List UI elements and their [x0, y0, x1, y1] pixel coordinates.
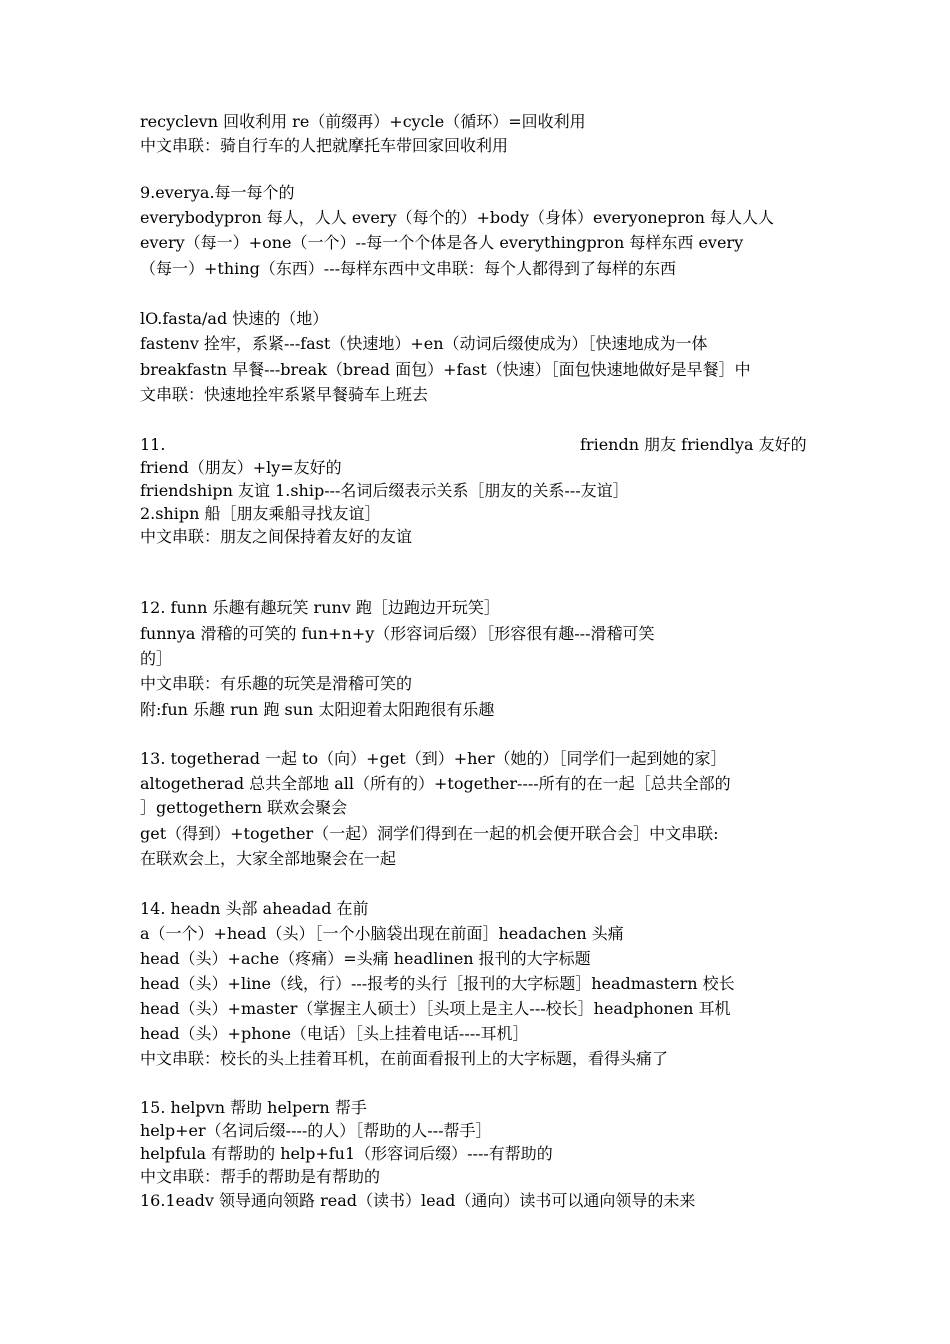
- text-line: ］gettogethern 联欢会聚会: [140, 798, 348, 817]
- text-line: 中文串联：骑自行车的人把就摩托车带回家回收利用: [140, 136, 509, 155]
- text-line: fastenv 拴牢，系紧---fast（快速地）+en（动词后缀使成为）［快速地成为一体: [140, 334, 708, 353]
- text-line: friend（朋友）+ly=友好的: [140, 458, 342, 477]
- text-line: friendn 朋友 friendlya 友好的: [580, 435, 807, 454]
- section-heading: lO.fasta/ad 快速的（地）: [140, 309, 329, 328]
- text-line: friendshipn 友谊 1.ship---名词后缀表示关系［朋友的关系---友谊］: [140, 481, 629, 500]
- text-line: altogetherad 总共全部地 all（所有的）+together----所有的在一起［总共全部的: [140, 774, 731, 793]
- text-line: head（头）+line（线，行）---报考的头行［报刊的大字标题］headmastern 校长: [140, 974, 735, 993]
- text-line: 中文串联：朋友之间保持着友好的友谊: [140, 527, 413, 546]
- text-line: breakfastn 早餐---break（bread 面包）+fast（快速）［面包快速地做好是早餐］中: [140, 360, 751, 379]
- section-heading: 12. funn 乐趣有趣玩笑 runv 跑［边跑边开玩笑］: [140, 598, 500, 617]
- text-line: head（头）+phone（电话）［头上挂着电话----耳机］: [140, 1024, 529, 1043]
- text-line: head（头）+ache（疼痛）=头痛 headlinen 报刊的大字标题: [140, 949, 591, 968]
- section-heading: 16.1eadv 领导通向领路 read（读书）lead（通向）读书可以通向领导的未来: [140, 1191, 696, 1210]
- text-line: 附:fun 乐趣 run 跑 sun 太阳迎着太阳跑很有乐趣: [140, 700, 495, 719]
- text-line: 文串联：快速地拴牢系紧早餐骑车上班去: [140, 385, 429, 404]
- text-line: helpfula 有帮助的 help+fu1（形容词后缀）----有帮助的: [140, 1144, 553, 1163]
- text-line: a（一个）+head（头）［一个小脑袋出现在前面］headachen 头痛: [140, 924, 624, 943]
- text-line: funnya 滑稽的可笑的 fun+n+y（形容词后缀）［形容很有趣---滑稽可笑: [140, 624, 655, 643]
- text-line: （每一）+thing（东西）---每样东西中文串联：每个人都得到了每样的东西: [140, 259, 677, 278]
- text-line: recyclevn 回收利用 re（前缀再）+cycle（循环）=回收利用: [140, 112, 586, 131]
- section-heading: 14. headn 头部 aheadad 在前: [140, 899, 369, 918]
- section-heading: 11.: [140, 435, 166, 454]
- text-line: 中文串联：帮手的帮助是有帮助的: [140, 1167, 381, 1186]
- text-line: help+er（名词后缀----的人）［帮助的人---帮手］: [140, 1121, 492, 1140]
- text-line: 2.shipn 船［朋友乘船寻找友谊］: [140, 504, 381, 523]
- text-line: everybodypron 每人，人人 every（每个的）+body（身体）everyonepron 每人人人: [140, 208, 775, 227]
- text-line: every（每一）+one（一个）--每一个个体是各人 everythingpron 每样东西 every: [140, 233, 744, 252]
- text-line: 中文串联：有乐趣的玩笑是滑稽可笑的: [140, 674, 413, 693]
- text-line: 中文串联：校长的头上挂着耳机，在前面看报刊上的大字标题，看得头痛了: [140, 1049, 669, 1068]
- text-line: head（头）+master（掌握主人硕士）［头项上是主人---校长］headphonen 耳机: [140, 999, 731, 1018]
- text-line: 在联欢会上，大家全部地聚会在一起: [140, 849, 397, 868]
- section-heading: 9.everya.每一每个的: [140, 183, 295, 202]
- section-heading: 13. togetherad 一起 to（向）+get（到）+her（她的）［同学们一起到她的家］: [140, 749, 727, 768]
- text-line: get（得到）+together（一起）洞学们得到在一起的机会便开联合会］中文串联:: [140, 824, 719, 843]
- text-line: 的］: [140, 649, 173, 668]
- section-heading: 15. helpvn 帮助 helpern 帮手: [140, 1098, 367, 1117]
